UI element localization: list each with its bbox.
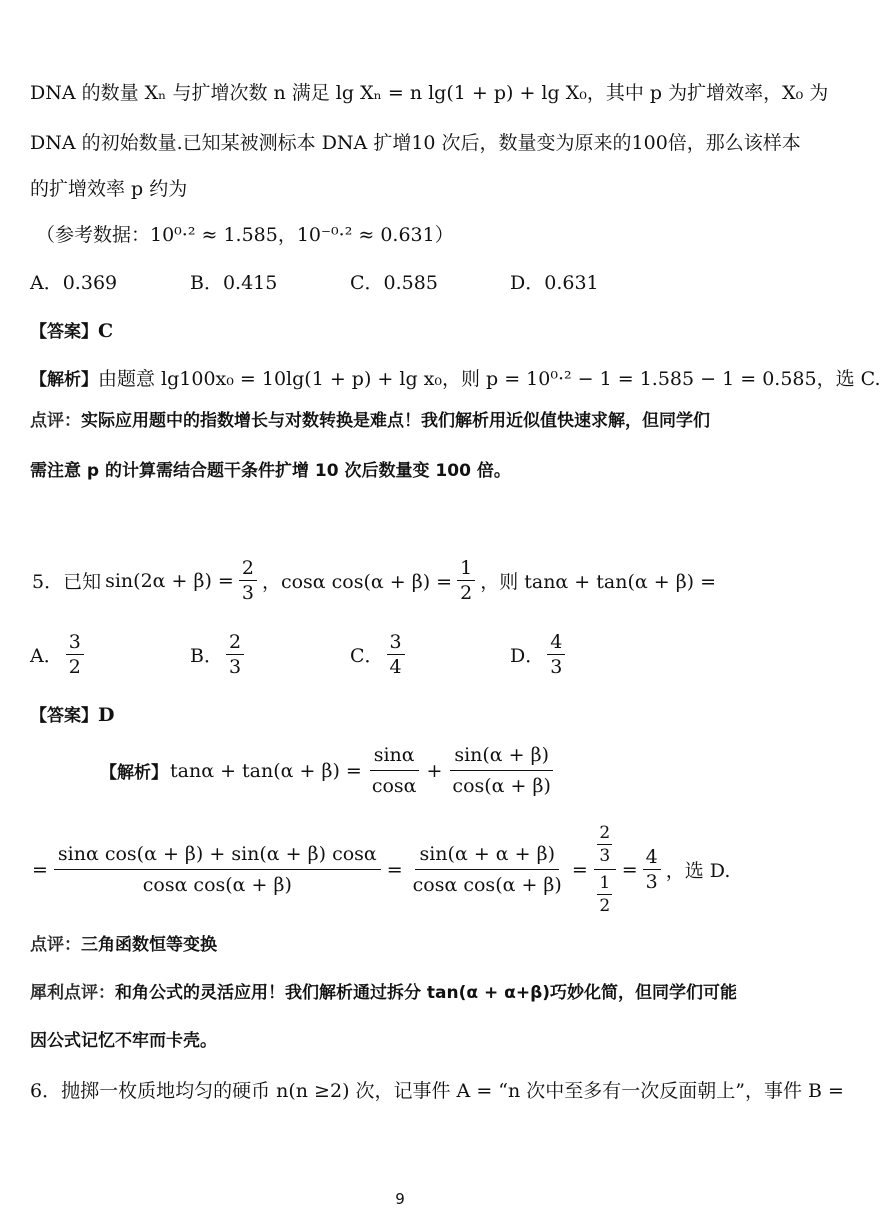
eq2-equals-2: = — [386, 858, 403, 881]
q4-option-d: D．0.631 — [510, 272, 599, 294]
frac-denominator: 4 — [389, 656, 402, 678]
q5-sharp-text1: 和角公式的灵活应用！我们解析通过拆分 tan(α + α+β)巧妙化简，但同学们可能 — [115, 983, 738, 1003]
eq1-plus: + — [426, 759, 443, 782]
frac-numerator: 4 — [547, 630, 565, 655]
eq2-frac-combined — [409, 841, 566, 898]
q4-analysis-text: 由题意 lg100x₀ = 10lg(1 + p) + lg x₀，则 p = 10⁰·² − 1 = 1.585 − 1 = 0.585，选 C. — [98, 368, 881, 390]
q6-stem: 6．抛掷一枚质地均匀的硬币 n(n ≥2) 次，记事件 A = “n 次中至多有一次反面朝上”，事件 B = — [30, 1080, 844, 1102]
frac-numerator: sinα cos(α + β) + sin(α + β) cosα — [54, 841, 381, 870]
frac-denominator: cosα cos(α + β) — [142, 874, 292, 896]
frac-numerator: 4 — [643, 845, 661, 870]
q5-option-a — [30, 630, 87, 679]
q4-answer — [30, 318, 113, 345]
q5-stem-cos: ，cosα cos(α + β) = — [261, 571, 453, 593]
option-label: A． — [30, 645, 63, 667]
eq2-tail: ，选 D. — [665, 860, 731, 882]
frac-denominator: 2 — [68, 656, 81, 678]
frac-denominator: 3 — [550, 656, 563, 678]
q5-comment — [30, 932, 217, 958]
eq2-equals-3: = — [571, 858, 588, 881]
q5-sharp-comment-line2: 因公式记忆不牢而卡壳。 — [30, 1031, 217, 1051]
eq1-frac-sin-cos — [368, 742, 421, 799]
eq2-frac-expanded — [54, 841, 381, 898]
frac-numerator: 3 — [387, 630, 405, 655]
frac-numerator: 1 — [457, 556, 475, 581]
q5-answer-label: 【答案】 — [30, 706, 98, 726]
option-frac — [66, 630, 84, 679]
option-frac — [387, 630, 405, 679]
frac-numerator: sinα — [370, 742, 419, 771]
frac-denominator: 2 — [599, 896, 611, 916]
frac-numerator: sin(α + α + β) — [415, 841, 559, 870]
complex-bar — [594, 869, 616, 870]
q5-stem-tail: ，则 tanα + tan(α + β) = — [480, 571, 717, 593]
eq2-complex-fraction — [594, 822, 616, 917]
q5-analysis-label: 【解析】 — [100, 763, 168, 783]
q4-option-a: A．0.369 — [30, 272, 118, 294]
q5-sharp-comment-line1 — [30, 980, 737, 1006]
complex-bottom — [597, 872, 612, 917]
q4-option-c: C．0.585 — [350, 272, 438, 294]
q4-stem-line2: DNA 的初始数量.已知某被测标本 DNA 扩增10 次后，数量变为原来的100倍，那么该样本 — [30, 132, 801, 154]
frac-denominator: 3 — [228, 656, 242, 678]
q5-option-d — [510, 630, 568, 679]
frac-denominator: 2 — [460, 582, 473, 604]
frac-denominator: 3 — [599, 846, 611, 866]
option-frac — [226, 630, 244, 679]
eq2-equals-4: = — [621, 858, 638, 881]
complex-top — [597, 822, 612, 867]
q4-comment-line2: 需注意 p 的计算需结合题干条件扩增 10 次后数量变 100 倍。 — [30, 461, 511, 481]
frac-numerator: 2 — [599, 823, 611, 843]
q5-stem-sin: sin(2α + β) = — [105, 569, 234, 592]
frac-denominator: cosα cos(α + β) — [412, 874, 562, 896]
q5-option-c — [350, 630, 408, 679]
q4-answer-value: C — [98, 320, 114, 342]
option-frac — [547, 630, 565, 679]
frac-denominator: cos(α + β) — [452, 775, 551, 797]
q5-answer-value: D — [98, 704, 115, 726]
q5-stem — [30, 556, 718, 605]
q5-frac-two-thirds — [239, 556, 257, 605]
frac-denominator: 3 — [645, 871, 658, 893]
q4-comment-label: 点评： — [30, 411, 81, 431]
frac-denominator: 3 — [241, 582, 254, 604]
q4-reference-data: （参考数据：10⁰·² ≈ 1.585，10⁻⁰·² ≈ 0.631） — [36, 224, 454, 246]
q4-analysis-label: 【解析】 — [30, 370, 98, 390]
option-label: C． — [350, 645, 384, 667]
page-number: 9 — [395, 1190, 405, 1208]
frac-numerator: 2 — [226, 630, 244, 655]
q4-comment-line1 — [30, 408, 710, 434]
q5-analysis-eq2 — [30, 822, 732, 917]
eq2-equals: = — [32, 858, 48, 881]
eq1-frac-sin-cos-sum — [448, 742, 554, 799]
option-label: D． — [510, 645, 545, 667]
q5-comment-text: 三角函数恒等变换 — [81, 935, 217, 955]
q5-answer — [30, 702, 114, 729]
q4-stem-line1: DNA 的数量 Xₙ 与扩增次数 n 满足 lg Xₙ = n lg(1 + p) + lg X₀，其中 p 为扩增效率，X₀ 为 — [30, 82, 829, 104]
q5-option-b — [190, 630, 247, 679]
q5-analysis-eq1 — [100, 742, 559, 799]
eq2-result — [643, 845, 661, 894]
frac-numerator: 1 — [599, 873, 611, 893]
q4-option-b: B．0.415 — [190, 272, 278, 294]
q4-answer-label: 【答案】 — [30, 322, 98, 342]
q4-comment-text1: 实际应用题中的指数增长与对数转换是难点！我们解析用近似值快速求解，但同学们 — [81, 411, 710, 431]
q5-stem-prefix: 5．已知 — [32, 571, 102, 593]
q5-frac-one-half — [457, 556, 475, 605]
q4-stem-line3: 的扩增效率 p 约为 — [30, 178, 188, 200]
q5-sharp-label: 犀利点评： — [30, 983, 115, 1003]
frac-numerator: 2 — [239, 556, 257, 581]
q5-comment-label: 点评： — [30, 935, 81, 955]
frac-numerator: 3 — [66, 630, 84, 655]
option-label: B． — [190, 645, 223, 667]
frac-numerator: sin(α + β) — [450, 742, 553, 771]
frac-denominator: cosα — [371, 775, 417, 797]
eq1-lhs: tanα + tan(α + β) = — [170, 759, 362, 782]
q4-analysis — [30, 366, 881, 393]
